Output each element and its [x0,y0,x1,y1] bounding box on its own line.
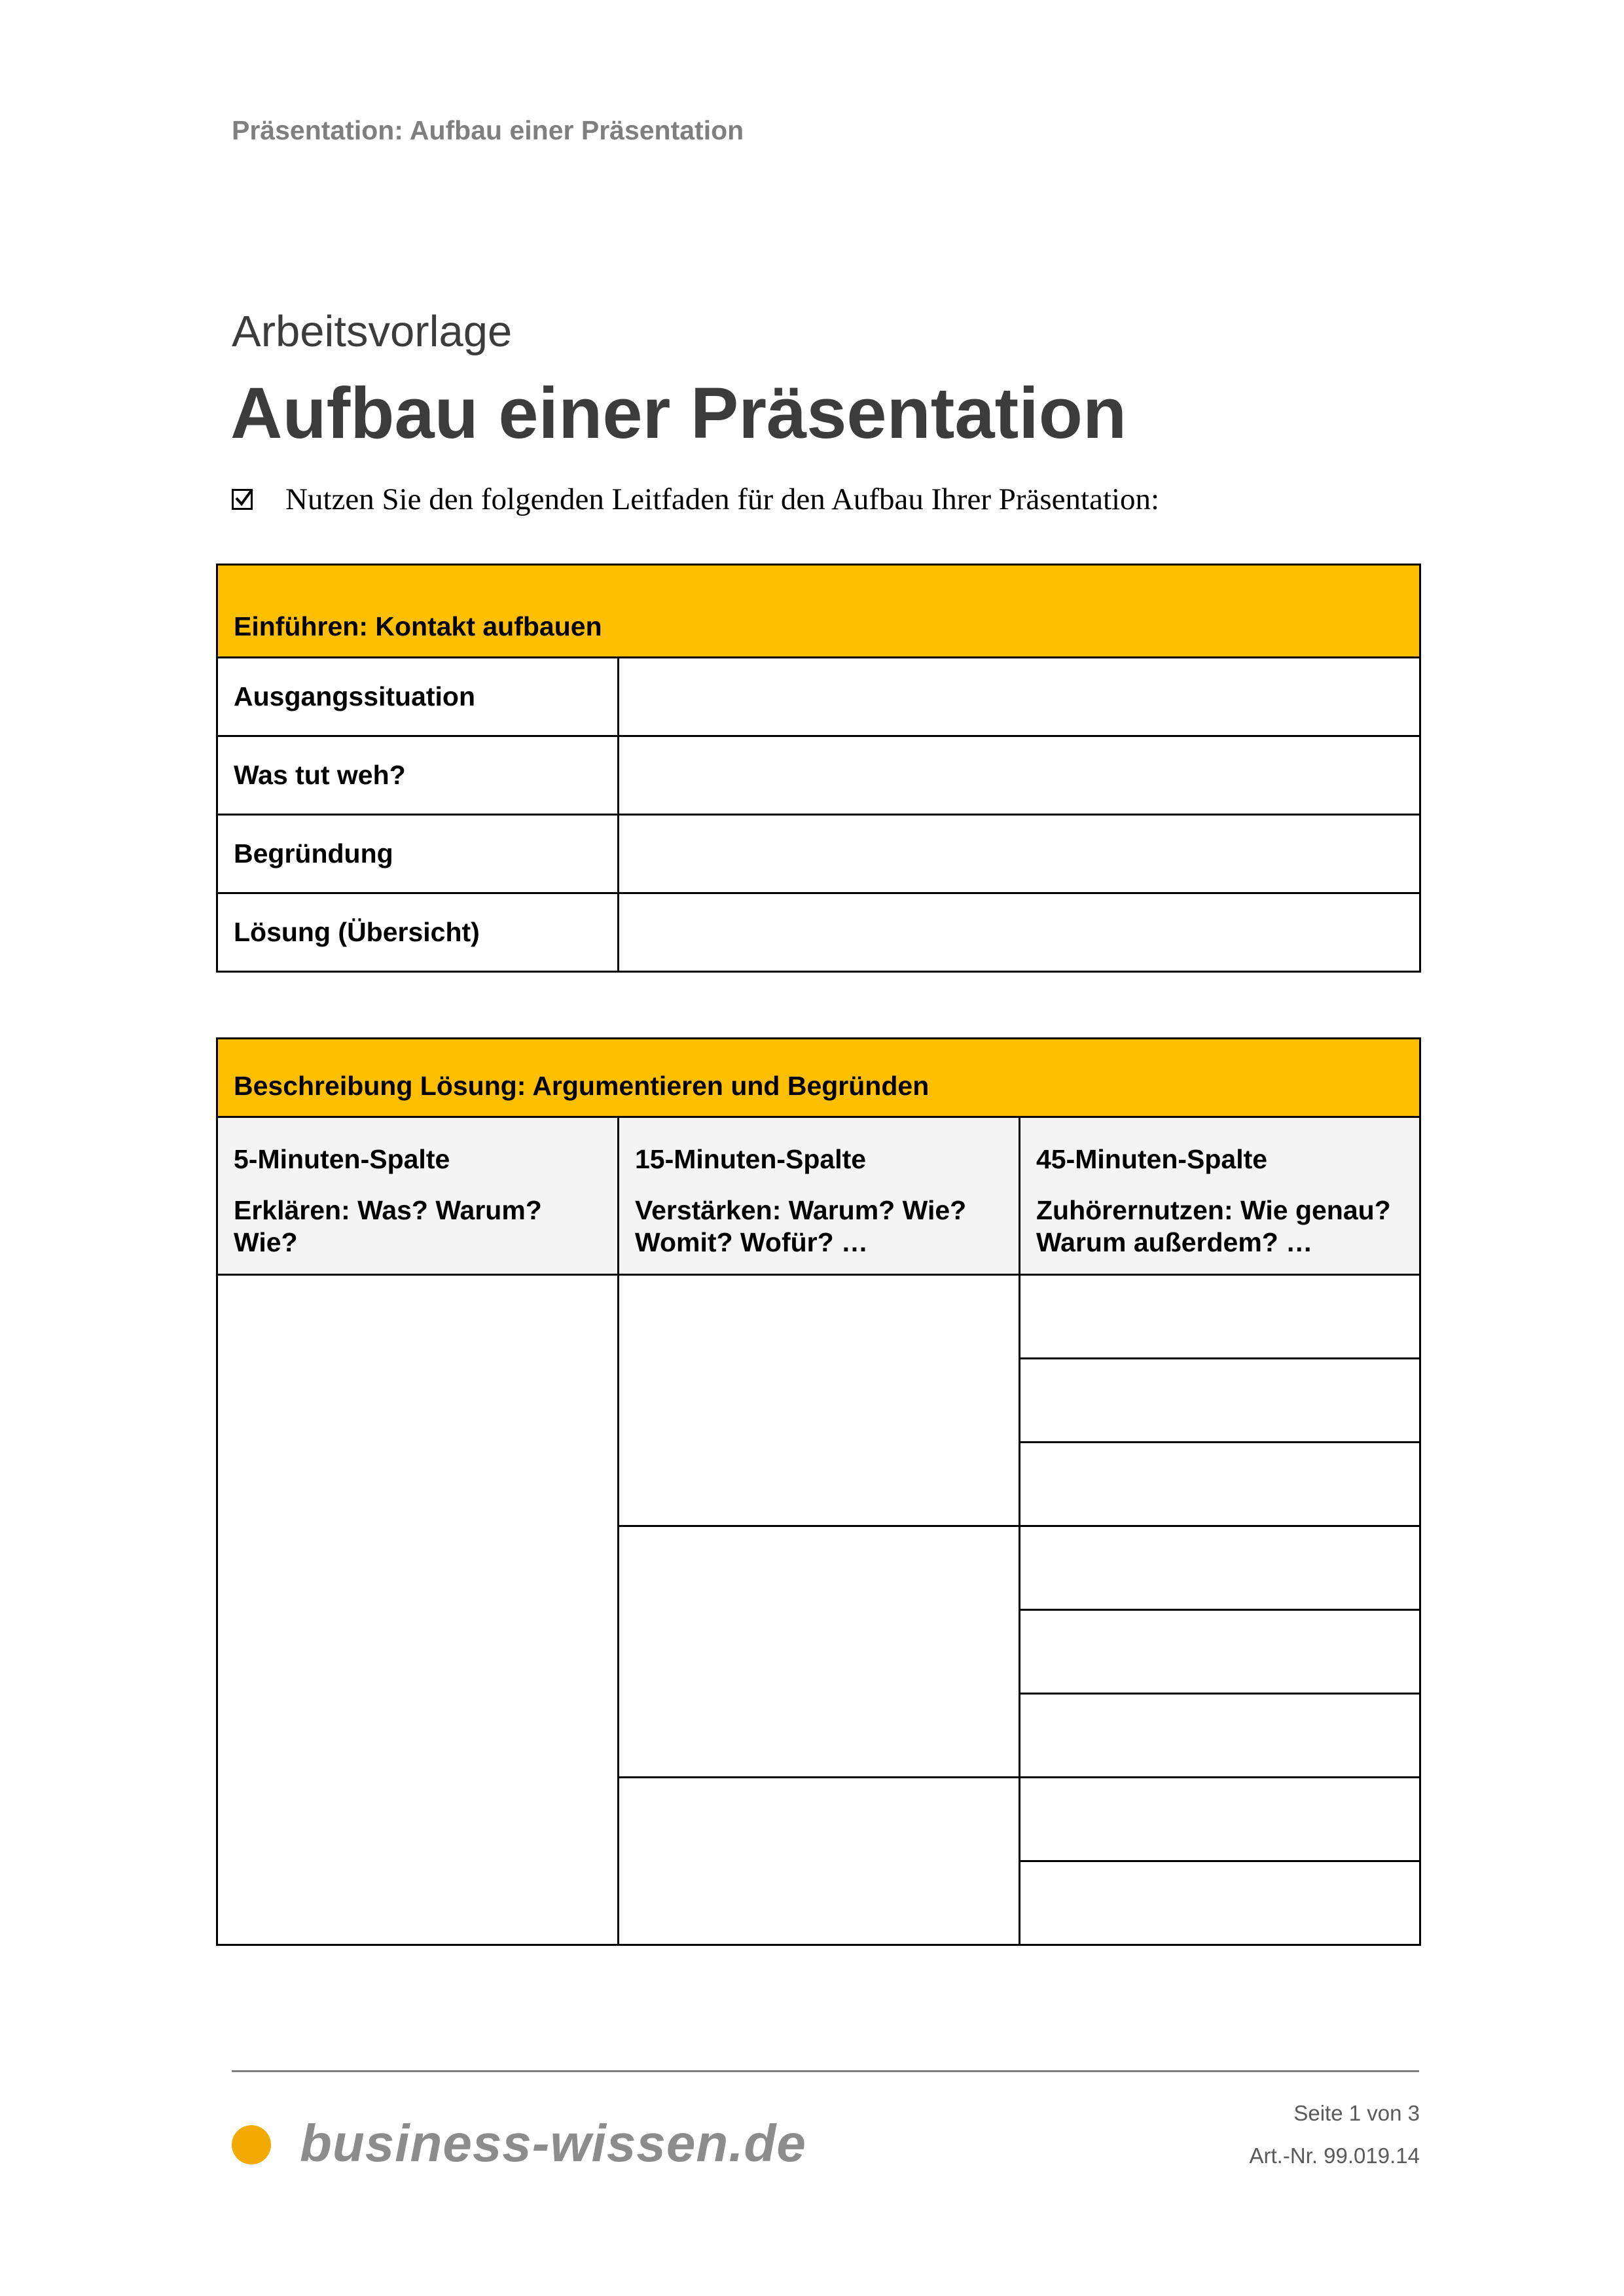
solution-table [216,1037,1421,1946]
cell-45min[interactable] [1020,1694,1420,1778]
column-header-15min [619,1117,1020,1275]
document-kicker: Arbeitsvorlage [232,307,513,356]
column-subtitle: Zuhörernutzen: Wie genau? Warum außerdem? … [1036,1195,1391,1257]
instruction-text: Nutzen Sie den folgenden Leitfaden für den Aufbau Ihrer Präsentation: [285,482,1160,516]
column-header-5min [217,1117,619,1275]
column-title: 45-Minuten-Spalte [1036,1144,1268,1174]
brand-dot-icon [232,2125,271,2164]
footer-divider [232,2070,1419,2072]
column-subtitle: Erklären: Was? Warum? Wie? [234,1195,542,1257]
intro-row-input[interactable] [619,815,1420,893]
cell-15min[interactable] [619,1526,1020,1778]
solution-table-heading: Beschreibung Lösung: Argumentieren und Begründen [217,1039,1420,1117]
cell-45min[interactable] [1020,1275,1420,1359]
page-title: Aufbau einer Präsentation [230,373,1127,454]
cell-45min[interactable] [1020,1359,1420,1443]
article-number: Art.-Nr. 99.019.14 [1249,2144,1420,2168]
intro-row-input[interactable] [619,658,1420,736]
page-number: Seite 1 von 3 [1293,2101,1420,2125]
cell-45min[interactable] [1020,1861,1420,1945]
checked-box-icon [232,489,253,510]
cell-15min[interactable] [619,1275,1020,1526]
brand-logo-text: business-wissen.de [300,2114,806,2172]
intro-row-label: Was tut weh? [217,736,619,815]
running-header: Präsentation: Aufbau einer Präsentation [232,115,744,145]
intro-table-heading: Einführen: Kontakt aufbauen [217,565,1420,658]
intro-row-label: Lösung (Übersicht) [217,893,619,972]
cell-5min[interactable] [217,1275,619,1945]
intro-table [216,564,1421,973]
intro-row-label: Begründung [217,815,619,893]
column-header-45min [1020,1117,1420,1275]
intro-row-label: Ausgangssituation [217,658,619,736]
instruction-line [232,482,1159,517]
column-title: 15-Minuten-Spalte [635,1144,867,1174]
intro-row-input[interactable] [619,893,1420,972]
cell-45min[interactable] [1020,1610,1420,1694]
cell-45min[interactable] [1020,1526,1420,1610]
column-title: 5-Minuten-Spalte [234,1144,450,1174]
cell-45min[interactable] [1020,1778,1420,1861]
cell-15min[interactable] [619,1778,1020,1945]
intro-row-input[interactable] [619,736,1420,815]
cell-45min[interactable] [1020,1443,1420,1526]
column-subtitle: Verstärken: Warum? Wie? Womit? Wofür? … [635,1195,967,1257]
